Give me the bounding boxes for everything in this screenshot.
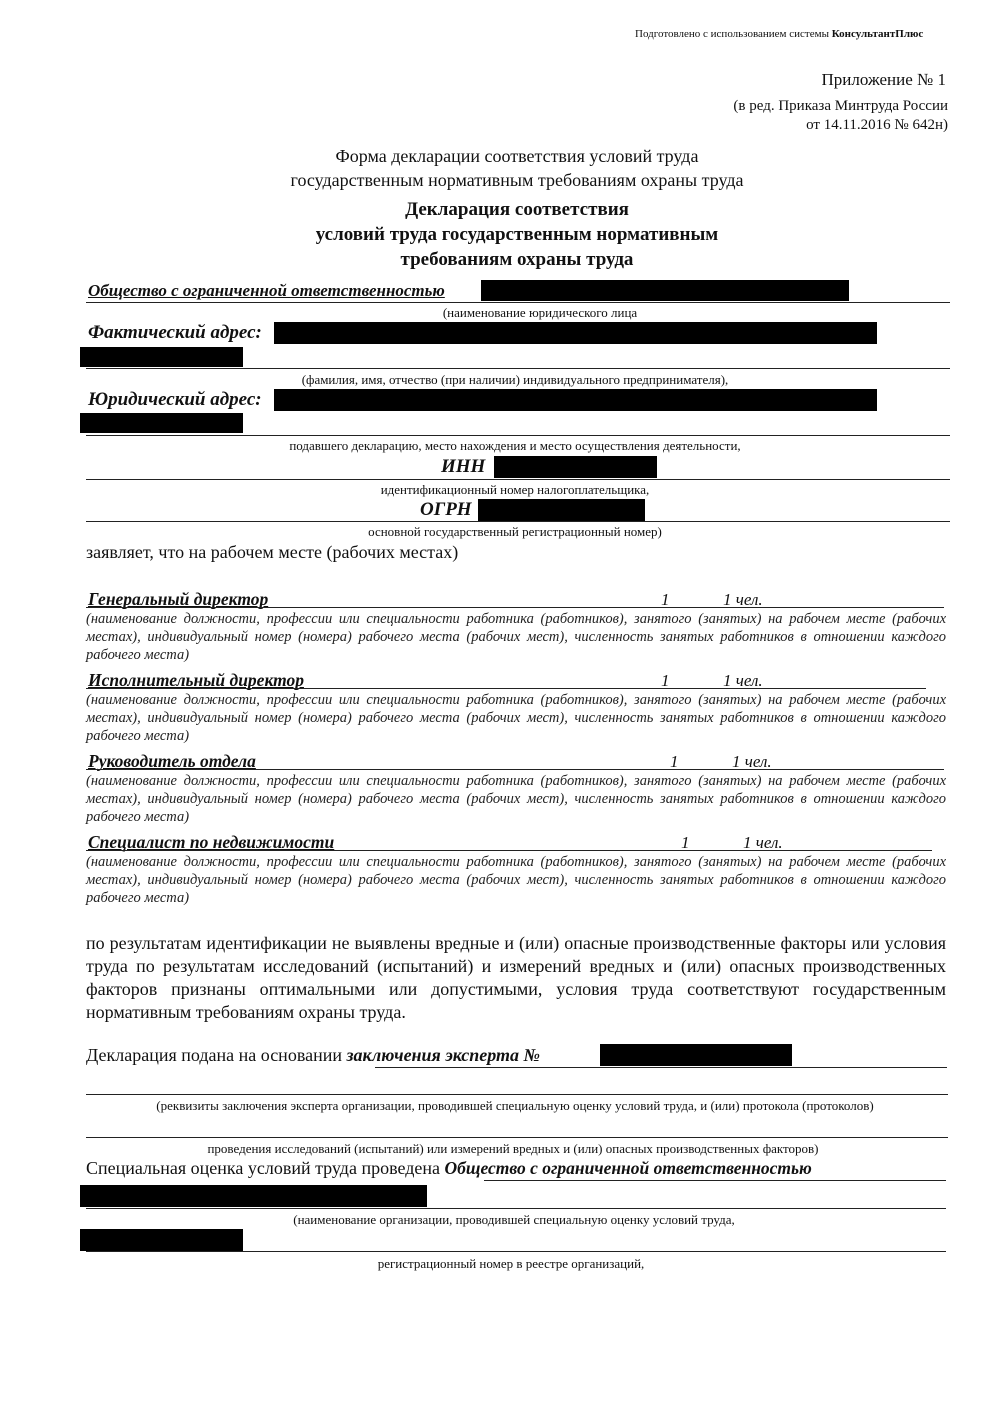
basis-line bbox=[86, 1045, 540, 1066]
sout-caption-1: (наименование организации, проводившей специальную оценку условий труда, bbox=[293, 1212, 735, 1227]
redacted-legal-address-cont bbox=[80, 413, 243, 433]
basis-underline bbox=[375, 1067, 947, 1068]
result-paragraph: по результатам идентификации не выявлены вредные и (или) опасные производственные факторы или условия труда по результатам исследований (испытаний) и измерений вредных и (или) опасных производственных факторов признаны оптимальными или допустимыми, условия труда соответствуют государственным нормативным требованиям охраны труда. bbox=[86, 933, 946, 1022]
workplace-count: 1 чел. bbox=[723, 671, 763, 690]
actual-address-caption: (фамилия, имя, отчество (при наличии) индивидуального предпринимателя), bbox=[301, 372, 729, 387]
prepared-note bbox=[635, 28, 923, 40]
org-name-line bbox=[86, 302, 950, 303]
ogrn-line bbox=[86, 521, 950, 522]
sout-line-2 bbox=[86, 1208, 946, 1209]
inn-line bbox=[86, 479, 950, 480]
workplace-caption: (наименование должности, профессии или специальности работника (работников), занятого (занятых) на рабочем месте (рабочих местах), индивидуальный номер (номера) рабочего места (рабочих мест), численность занятых работников в отношении каждого рабочего места) bbox=[86, 773, 946, 825]
form-title-line-1: Форма декларации соответствия условий труда bbox=[335, 146, 699, 166]
workplace-title: Специалист по недвижимости bbox=[88, 832, 335, 852]
edition-line-2: от 14.11.2016 № 642н) bbox=[806, 117, 948, 133]
legal-address-line bbox=[86, 435, 950, 436]
redacted-sout-reg bbox=[80, 1229, 243, 1251]
workplace-caption: (наименование должности, профессии или специальности работника (работников), занятого (занятых) на рабочем месте (рабочих местах), индивидуальный номер (номера) рабочего места (рабочих мест), численность занятых работников в отношении каждого рабочего места) bbox=[86, 692, 946, 744]
sout-caption-2: регистрационный номер в реестре организаций, bbox=[377, 1256, 645, 1271]
workplace-title: Генеральный директор bbox=[88, 589, 269, 609]
workplace-number: 1 bbox=[661, 590, 670, 609]
sout-line bbox=[86, 1158, 812, 1179]
workplace-title: Исполнительный директор bbox=[88, 670, 304, 690]
workplace-caption: (наименование должности, профессии или специальности работника (работников), занятого (занятых) на рабочем месте (рабочих местах), индивидуальный номер (номера) рабочего места (рабочих мест), численность занятых работников в отношении каждого рабочего места) bbox=[86, 854, 946, 906]
decl-title-line-1: Декларация соответствия bbox=[405, 199, 629, 220]
workplace-count: 1 чел. bbox=[743, 833, 783, 852]
redacted-actual-address bbox=[274, 322, 877, 344]
basis-conclusion: заключения эксперта № bbox=[346, 1045, 540, 1065]
actual-address-label: Фактический адрес: bbox=[88, 322, 262, 343]
workplace-count: 1 чел. bbox=[723, 590, 763, 609]
redacted-inn bbox=[494, 456, 657, 478]
redacted-conclusion-number bbox=[600, 1044, 792, 1066]
redacted-sout-org bbox=[80, 1185, 427, 1207]
appendix-label: Приложение № 1 bbox=[821, 70, 946, 89]
redacted-org-name bbox=[481, 280, 849, 301]
workplace-line bbox=[86, 688, 926, 689]
workplace-count: 1 чел. bbox=[732, 752, 772, 771]
ogrn-caption: основной государственный регистрационный номер) bbox=[368, 524, 662, 539]
org-name-caption: (наименование юридического лица bbox=[442, 305, 638, 320]
actual-address-line bbox=[86, 368, 950, 369]
sout-line-3 bbox=[86, 1251, 946, 1252]
edition-line-1: (в ред. Приказа Минтруда России bbox=[733, 98, 948, 114]
workplace-number: 1 bbox=[670, 752, 679, 771]
redacted-ogrn bbox=[478, 499, 645, 521]
inn-label: ИНН bbox=[441, 456, 486, 477]
basis-caption-2: проведения исследований (испытаний) или измерений вредных и (или) опасных производственных факторов) bbox=[207, 1141, 819, 1156]
redacted-actual-address-cont bbox=[80, 347, 243, 367]
sout-underline bbox=[484, 1180, 946, 1181]
decl-title-line-3: требованиям охраны труда bbox=[400, 249, 634, 270]
inn-caption: идентификационный номер налогоплательщика, bbox=[380, 482, 650, 497]
legal-address-caption: подавшего декларацию, место нахождения и место осуществления деятельности, bbox=[289, 438, 741, 453]
legal-address-label: Юридический адрес: bbox=[88, 389, 262, 410]
basis-prefix: Декларация подана на основании bbox=[86, 1045, 347, 1065]
prepared-brand: КонсультантПлюс bbox=[831, 28, 924, 40]
workplace-number: 1 bbox=[661, 671, 670, 690]
ogrn-label: ОГРН bbox=[420, 499, 472, 520]
prepared-prefix: Подготовлено с использованием системы bbox=[635, 28, 832, 40]
workplace-line bbox=[86, 850, 932, 851]
workplace-caption: (наименование должности, профессии или специальности работника (работников), занятого (занятых) на рабочем месте (рабочих местах), индивидуальный номер (номера) рабочего места (рабочих мест), численность занятых работников в отношении каждого рабочего места) bbox=[86, 611, 946, 663]
form-title-line-2: государственным нормативным требованиям охраны труда bbox=[290, 170, 744, 190]
workplace-title: Руководитель отдела bbox=[88, 751, 256, 771]
workplace-number: 1 bbox=[681, 833, 690, 852]
decl-title-line-2: условий труда государственным нормативным bbox=[315, 224, 719, 245]
sout-org: Общество с ограниченной ответственностью bbox=[444, 1158, 812, 1178]
redacted-legal-address bbox=[274, 389, 877, 411]
workplace-line bbox=[86, 607, 944, 608]
declares-text: заявляет, что на рабочем месте (рабочих местах) bbox=[86, 542, 459, 562]
basis-line-3 bbox=[86, 1137, 948, 1138]
sout-prefix: Специальная оценка условий труда проведена bbox=[86, 1158, 445, 1178]
org-name: Общество с ограниченной ответственностью bbox=[88, 281, 445, 300]
basis-line-2 bbox=[86, 1094, 948, 1095]
basis-caption-1: (реквизиты заключения эксперта организации, проводившей специальную оценку условий труда, и (или) протокола (протоколов) bbox=[156, 1098, 874, 1113]
workplace-line bbox=[86, 769, 944, 770]
